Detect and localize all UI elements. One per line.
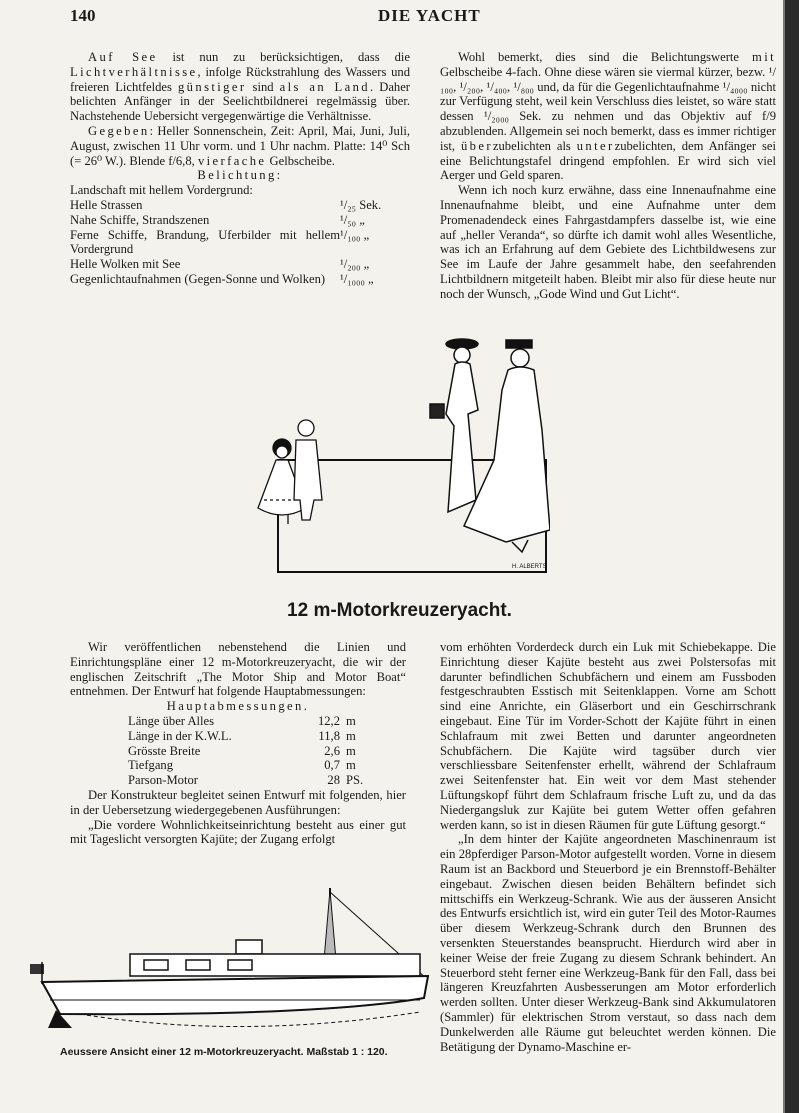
dimension-label: Länge in der K.W.L. (128, 728, 232, 743)
left-column-bottom (70, 640, 406, 847)
right-column-bottom (440, 640, 776, 1054)
dimension-label: Parson-Motor (128, 773, 198, 788)
exposure-row (70, 213, 410, 228)
dimension-value: 28 (327, 773, 340, 788)
belichtung-heading: Belichtung: (197, 168, 283, 183)
lady-figure-right (464, 340, 550, 552)
exposure-subject: Helle Strassen (70, 197, 143, 212)
paragraph-innenaufnahme: Wenn ich noch kurz erwähne, dass eine Innenaufnahme eine Innenaufnahme bleibt, und eine Aufnahme unter dem Promenadendeck eines Fahrgastdampfers dasselbe ist, wie eine auf „heller Veranda“, so dürfte ich damit wohl alles Wesentliche, was ich an Erfahrung auf dem Gebiete des Lichtbildwesens zur See im Laufe der Jahre gesammelt habe, den seefahrenden Lichtbildnern mitgeteilt haben. Bleibt mir also für diese heute nur noch der Wunsch, „Gode Wind und Gut Licht“. (440, 183, 776, 301)
paragraph-vorderdeck: vom erhöhten Vorderdeck durch ein Luk mit Schiebekappe. Die Einrichtung dieser Kajüte besteht aus zwei Polstersofas mit darunter befindlichen Schubfächern und einem am Fussboden festgeschraubten Esstisch mit Seitenklappen. Vorne am Schott sind eine Anrichte, ein Gläserbort und ein Geschirrschrank eingebaut. Eine Tür im Vorder-Schott der Kajüte führt in einen Schlafraum mit zwei Betten und darunter angeordneten Schubfächern. Die Kajüte wird tagsüber durch vier verschliessbare Seitenfenster erhellt, während der Schlafraum zwei Seitenfenster hat. Ein weit vor dem Mast stehender Lüftungskopf führt dem Schlafraum frische Luft zu, und da das Niedergangsluk zur Kajüte bei gutem Wetter offen gefahren werden kann, so ist in diesen Räumen für gute Lüftung gesorgt.“ (440, 640, 776, 832)
exposure-subject: Helle Wolken mit See (70, 257, 181, 272)
exposure-time (340, 183, 410, 198)
dimensions-table (128, 714, 363, 788)
dimension-row (128, 729, 363, 744)
exposure-subject: Nahe Schiffe, Strandszenen (70, 212, 210, 227)
right-column-top (440, 50, 776, 302)
illustration-signature: H. ALBERTS (512, 564, 547, 570)
dimension-row (128, 773, 363, 788)
exposure-subject: Gegenlichtaufnahmen (Gegen-Sonne und Wolken) (70, 271, 326, 286)
exposure-table (70, 183, 410, 287)
dimension-value: 11,8 (318, 728, 340, 743)
exposure-time: ¹/₂₅ Sek. (340, 197, 382, 212)
dimension-row (128, 744, 363, 759)
dimension-unit: m (346, 758, 356, 773)
dimension-row (128, 714, 363, 729)
dimension-unit: m (346, 743, 356, 758)
exposure-row (70, 198, 410, 213)
running-title: DIE YACHT (378, 6, 481, 25)
exposure-time: ¹/₂₀₀ „ (340, 257, 370, 272)
page-number: 140 (70, 6, 96, 25)
paragraph-wohl-bemerkt: Wohl bemerkt, dies sind die Belichtungswerte mit Gelbscheibe 4-fach. Ohne diese wären sie viermal kürzer, bezw. ¹/₁₀₀, ¹/₂₀₀, ¹/₄₀₀, ¹/₈₀₀ und, da für die Gegenlichtaufnahme ¹/₄₀₀₀ nicht zur Verfügung steht, weil kein Verschluss dies leistet, so wäre statt dessen ¹/₂₀₀₀ Sek. zu nehmen und das Objektiv auf f/9 abzublenden. Allgemein sei noch bemerkt, dass es immer richtiger ist, überzubelichten als unterzubelichten, dem Anfänger sei eine Belichtungstafel dringend empfohlen. Er wird sich viel Aerger und Geld sparen. (440, 50, 776, 183)
boat-caption: Aeussere Ansicht einer 12 m-Motorkreuzeryacht. Maßstab 1 : 120. (60, 1046, 388, 1058)
exposure-subject: Landschaft mit hellem Vordergrund: (70, 183, 253, 198)
page-edge (785, 0, 799, 1113)
exposure-row (70, 228, 410, 258)
paragraph-gegeben: Gegeben: Heller Sonnenschein, Zeit: April, Mai, Juni, Juli, August, zwischen 11 Uhr vorm. und 1 Uhr nachm. Platte: 14⁰ Sch (= 26⁰ W.). Blende f/6,8, vierfache Gelbscheibe. (70, 123, 410, 168)
dimension-row (128, 758, 363, 773)
exposure-row (70, 272, 410, 287)
dimension-value: 2,6 (324, 743, 340, 758)
dimension-label: Grösste Breite (128, 743, 201, 758)
lady-figure-left (430, 339, 478, 512)
dims-heading: Hauptabmessungen. (166, 699, 310, 714)
dimension-label: Länge über Alles (128, 713, 215, 728)
beach-illustration (250, 330, 550, 580)
exposure-time: ¹/₁₀₀ „ (340, 227, 370, 242)
exposure-row (70, 183, 410, 198)
exposure-row (70, 257, 410, 272)
paragraph-maschinenraum: „In dem hinter der Kajüte angeordneten Maschinenraum ist ein 28pferdiger Parson-Motor aufgestellt worden. Vorne in diesem Raum ist an Backbord und Steuerbord je ein Brennstoff-Behälter eingebaut. Zwischen diesen beiden Behältern befindet sich mittschiffs ein Werkzeug-Schrank. Wie aus der äusseren Ansicht des Entwurfs ersichtlich ist, wird ein guter Teil des Motor-Raumes über diesem Werkzeug-Schrank durch den Brunnen des versenkten Steuerstandes beansprucht. Hierdurch wird aber in keiner Weise der freie Zugang zu diesem Schrank behindert. An Steuerbord steht ferner eine Werkzeug-Bank für den Fall, dass bei längeren Kreuzfahrten Ausbesserungen am Motor erforderlich werden sollten. Unter dieser Werkzeug-Bank sind Akkumulatoren (Sammler) für elektrischen Strom verstaut, so dass nach dem Dunkelwerden alle Räume gut beleuchtet werden können. Die Betätigung der Dynamo-Maschine er- (440, 832, 776, 1054)
boat-elevation-drawing (20, 880, 430, 1040)
dimension-value: 0,7 (324, 758, 340, 773)
exposure-time: ¹/₁₀₀₀ „ (340, 271, 374, 286)
paragraph-intro: Wir veröffentlichen nebenstehend die Linien und Einrichtungspläne einer 12 m-Motorkreuzeryacht, die wir der englischen Zeitschrift „The Motor Ship and Motor Boat“ entnehmen. Der Entwurf hat folgende Hauptabmessungen: (70, 640, 406, 699)
left-column-top (70, 50, 410, 287)
deckhouse (130, 954, 420, 976)
sail (324, 890, 336, 960)
article-heading: 12 m-Motorkreuzeryacht. (287, 600, 512, 621)
dimension-unit: PS. (346, 773, 364, 788)
dimension-unit: m (346, 728, 356, 743)
paragraph-wohnlichkeit: „Die vordere Wohnlichkeitseinrichtung besteht aus einer gut mit Tageslicht versorgten Kajüte; der Zugang erfolgt (70, 817, 406, 847)
paragraph-auf-see: Auf See ist nun zu berücksichtigen, dass die Lichtverhältnisse, infolge Rückstrahlung des Wassers und freieren Lichtfeldes günstiger sind als an Land. Daher belichten Anfänger in der Seelichtbildnerei regelmässig über. Nachstehende Uebersicht vergegenwärtige die Verhältnisse. (70, 50, 411, 124)
hull (42, 976, 428, 1014)
dimension-unit: m (346, 713, 356, 728)
exposure-subject: Ferne Schiffe, Brandung, Uferbilder mit hellem Vordergrund (70, 227, 340, 257)
dimension-label: Tiefgang (128, 758, 174, 773)
paragraph-konstrukteur: Der Konstrukteur begleitet seinen Entwurf mit folgenden, hier in der Uebersetzung wiedergegebenen Ausführungen: (70, 787, 406, 817)
wheelhouse (236, 940, 262, 954)
cabin-windows (144, 960, 252, 970)
dimension-value: 12,2 (317, 713, 340, 728)
exposure-time: ¹/₅₀ „ (340, 212, 365, 227)
